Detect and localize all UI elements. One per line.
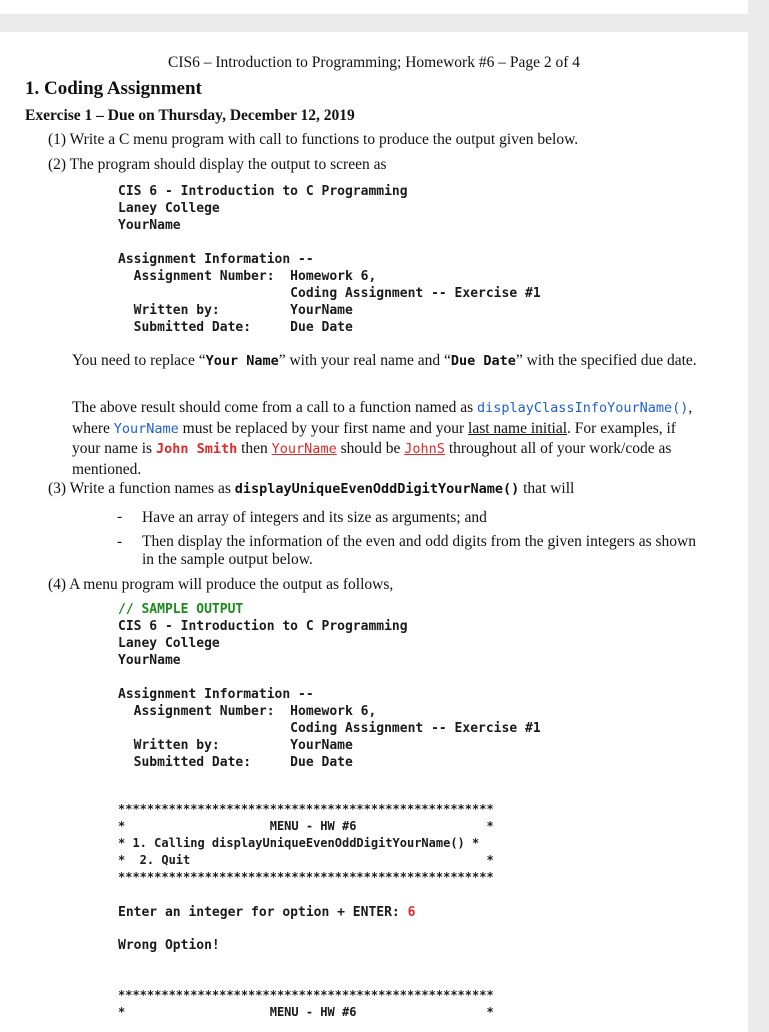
code-line: Coding Assignment -- Exercise #1: [118, 286, 541, 301]
error-message: Wrong Option!: [118, 938, 220, 953]
code-line: Written by: YourName: [118, 738, 353, 753]
text: You need to replace “: [72, 352, 206, 369]
text: must be replaced by your first name and your: [178, 419, 469, 437]
code-line: Assignment Number: Homework 6,: [118, 269, 377, 284]
code-ref: John Smith: [155, 441, 238, 457]
prompt-text: Enter an integer for option + ENTER:: [118, 905, 408, 920]
item-1: (1) Write a C menu program with call to functions to produce the output given below.: [48, 131, 579, 148]
text: ” with your real name and “: [278, 352, 451, 369]
bullet-item: Then display the information of the even and odd digits from the given integers as shown in the sample output below.: [142, 533, 697, 568]
menu-title-line: * MENU - HW #6 *: [118, 1005, 494, 1019]
text: , where: [72, 399, 693, 437]
underlined-text: last name initial: [468, 419, 568, 437]
code-line: Assignment Information --: [118, 687, 314, 702]
code-line: CIS 6 - Introduction to C Programming: [118, 619, 408, 634]
text: The above result should come from a call to a function named as: [72, 399, 478, 416]
code-ref: Your Name: [205, 353, 279, 369]
text: . For examples, if your name is: [72, 419, 676, 457]
code-line: CIS 6 - Introduction to C Programming: [118, 184, 408, 199]
code-ref: Due Date: [450, 353, 516, 369]
bullet-dash: -: [117, 508, 123, 525]
exercise-title: Exercise 1 – Due on Thursday, December 12, 2019: [25, 107, 355, 124]
code-ref: YourName: [271, 441, 337, 457]
item-3: [48, 480, 574, 498]
text: then: [237, 440, 272, 457]
menu-option-2: * 2. Quit *: [118, 853, 494, 867]
code-line: Laney College: [118, 636, 220, 651]
code-line: Assignment Number: Homework 6,: [118, 704, 377, 719]
menu-border: ****************************************************: [118, 870, 494, 884]
menu-title-line: * MENU - HW #6 *: [118, 819, 494, 833]
section-title: 1. Coding Assignment: [25, 78, 202, 99]
text: ” with the specified due date.: [515, 352, 697, 369]
menu-option-1: * 1. Calling displayUniqueEvenOddDigitYourName() *: [118, 836, 480, 850]
code-comment: // SAMPLE OUTPUT: [118, 602, 244, 617]
code-line: Laney College: [118, 201, 220, 216]
code-ref: displayUniqueEvenOddDigitYourName(): [234, 481, 520, 497]
page-header: CIS6 – Introduction to Programming; Homework #6 – Page 2 of 4: [168, 54, 580, 71]
menu-border: ****************************************************: [118, 802, 494, 816]
code-line: Submitted Date: Due Date: [118, 320, 353, 335]
item-2: (2) The program should display the output to screen as: [48, 156, 387, 173]
item-4: (4) A menu program will produce the output as follows,: [48, 576, 394, 593]
paragraph-replace-name: [72, 351, 702, 372]
input-value: 6: [407, 905, 416, 920]
code-line: YourName: [118, 218, 181, 233]
text: (3) Write a function names as: [48, 480, 235, 497]
text: that will: [519, 480, 575, 497]
document-page: [0, 32, 748, 1032]
code-line: Assignment Information --: [118, 252, 314, 267]
code-ref: displayClassInfoYourName(): [477, 400, 689, 416]
code-line: Submitted Date: Due Date: [118, 755, 353, 770]
code-line: Written by: YourName: [118, 303, 353, 318]
option-prompt: [118, 905, 415, 920]
code-ref: YourName: [113, 420, 179, 437]
paragraph-function-call: [72, 398, 702, 480]
bullet-dash: -: [117, 533, 123, 550]
menu-border: ****************************************************: [118, 988, 494, 1002]
code-line: YourName: [118, 653, 181, 668]
code-line: Coding Assignment -- Exercise #1: [118, 721, 541, 736]
text: should be: [336, 440, 405, 457]
text: throughout all of your work/code as mentioned.: [72, 440, 672, 478]
code-ref: JohnS: [404, 441, 445, 457]
bullet-item: Have an array of integers and its size as arguments; and: [142, 509, 487, 526]
previous-page-edge: [0, 0, 748, 14]
